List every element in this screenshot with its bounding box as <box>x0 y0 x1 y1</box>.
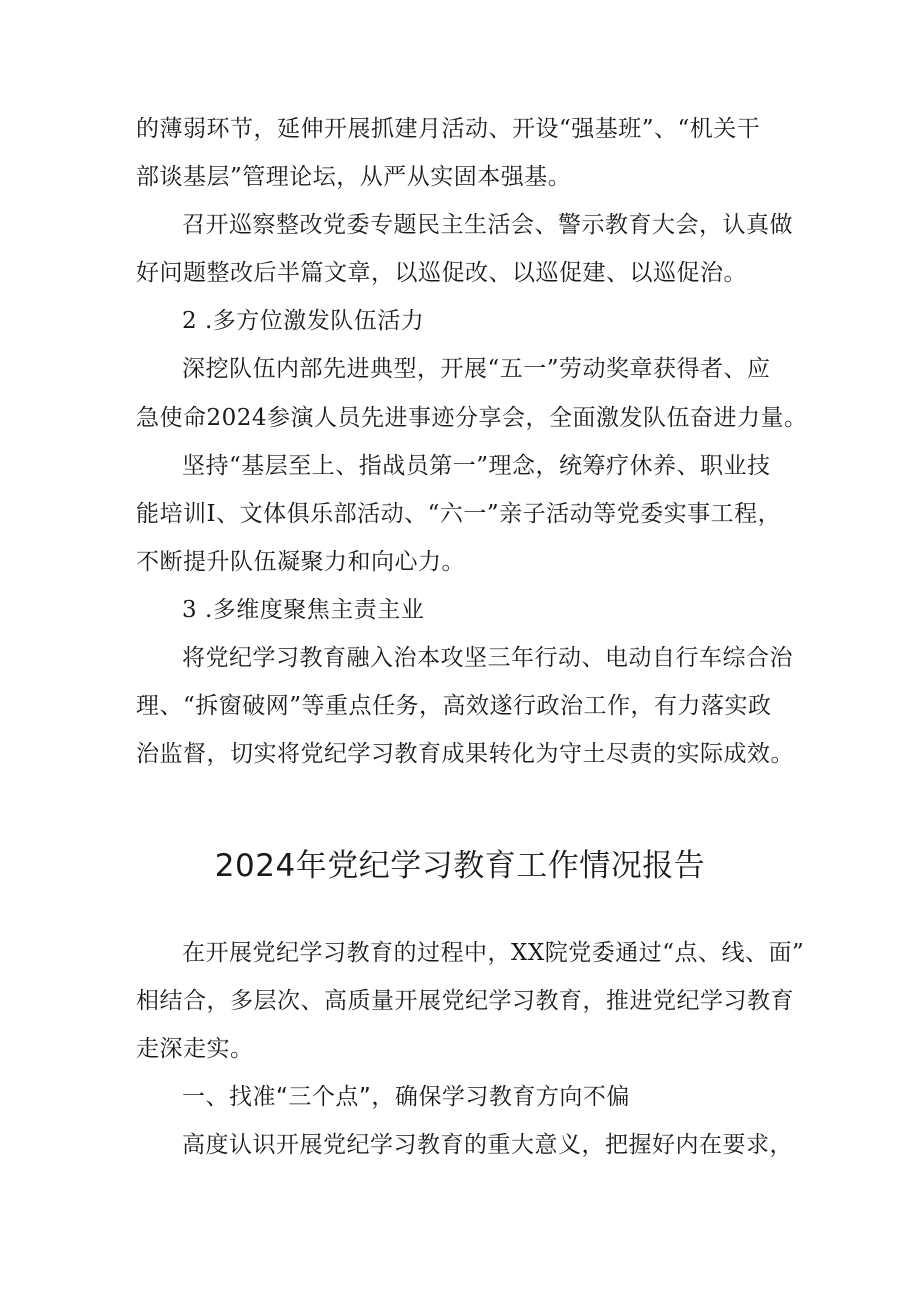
report-title: 2024年党纪学习教育工作情况报告 <box>214 848 706 884</box>
text-line: 坚持“基层至上、指战员第一”理念，统筹疗休养、职业技 <box>182 453 771 479</box>
text-line: 将党纪学习教育融入治本攻坚三年行动、电动自行车综合治 <box>182 645 793 671</box>
subheading: 3 .多维度聚焦主责主业 <box>182 597 425 623</box>
text-line: 能培训I、文体俱乐部活动、“六一”亲子活动等党委实事工程， <box>136 501 782 527</box>
subheading: 2 .多方位激发队伍活力 <box>182 308 425 334</box>
text-line: 召开巡察整改党委专题民主生活会、警示教育大会，认真做 <box>182 212 793 238</box>
text-line: 理、“拆窗破网”等重点任务，高效遂行政治工作，有力落实政 <box>136 693 772 719</box>
text-line: 治监督，切实将党纪学习教育成果转化为守土尽责的实际成效。 <box>136 741 794 767</box>
text-line: 急使命2024参演人员先进事迹分享会，全面激发队伍奋进力量。 <box>136 405 808 431</box>
text-line: 不断提升队伍凝聚力和向心力。 <box>136 549 465 575</box>
text-line: 深挖队伍内部先进典型，开展“五一”劳动奖章获得者、应 <box>182 356 771 382</box>
text-line: 的薄弱环节，延伸开展抓建月活动、开设“强基班”、“机关干 <box>136 116 761 142</box>
section-heading: 一、找准“三个点”，确保学习教育方向不偏 <box>182 1084 630 1110</box>
text-line: 好问题整改后半篇文章，以巡促改、以巡促建、以巡促治。 <box>136 260 747 286</box>
text-line: 部谈基层”管理论坛，从严从实固本强基。 <box>136 164 572 190</box>
text-line: 走深走实。 <box>136 1036 254 1062</box>
text-line: 相结合，多层次、高质量开展党纪学习教育，推进党纪学习教育 <box>136 988 794 1014</box>
text-line: 在开展党纪学习教育的过程中，XX院党委通过“点、线、面” <box>182 940 805 966</box>
text-line: 高度认识开展党纪学习教育的重大意义，把握好内在要求， <box>182 1132 793 1158</box>
